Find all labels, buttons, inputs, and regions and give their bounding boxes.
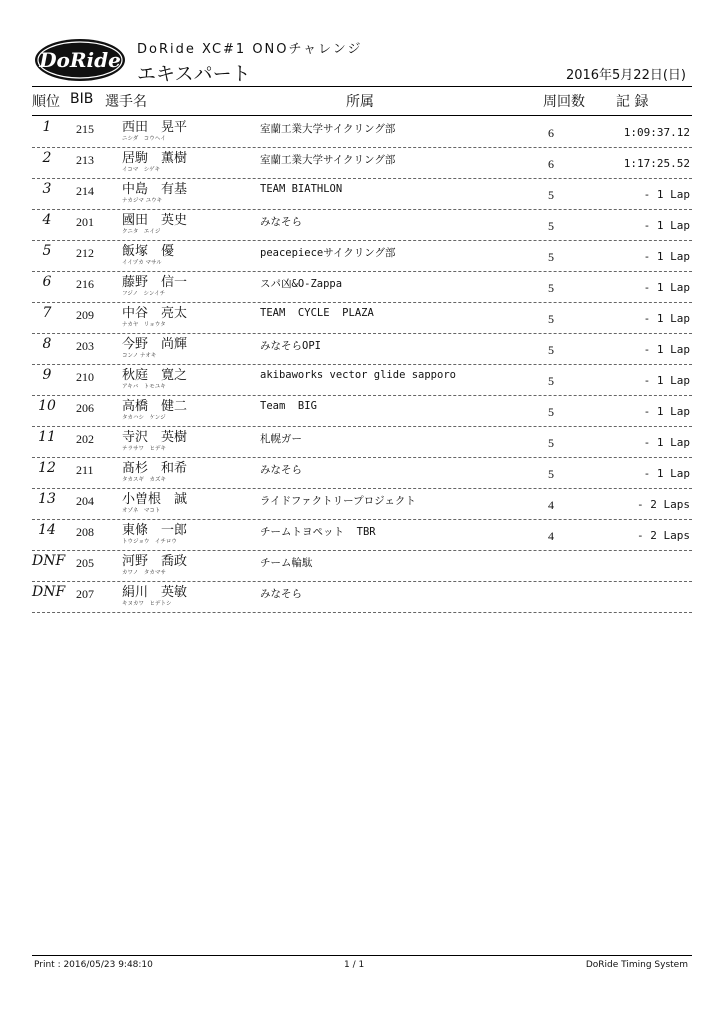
table-row bbox=[32, 178, 692, 210]
row-rank: DNF bbox=[32, 584, 66, 600]
row-name: 河野 喬政 bbox=[122, 554, 188, 569]
row-kana: コンノ ナオキ bbox=[122, 353, 157, 359]
row-laps: 5 bbox=[548, 250, 554, 264]
row-team: ライドファクトリープロジェクト bbox=[260, 495, 416, 507]
row-bib: 201 bbox=[76, 215, 94, 229]
row-bib: 213 bbox=[76, 153, 94, 167]
row-record: - 1 Lap bbox=[643, 281, 690, 294]
row-kana: クニタ エイジ bbox=[122, 229, 161, 235]
row-rank: DNF bbox=[32, 553, 66, 569]
row-rank: 6 bbox=[42, 274, 52, 290]
row-kana: イコマ シゲキ bbox=[122, 167, 161, 173]
table-row bbox=[32, 519, 692, 551]
row-record: - 1 Lap bbox=[643, 436, 690, 449]
row-team: みなそら bbox=[260, 216, 302, 228]
header-top-rule bbox=[32, 86, 692, 87]
row-laps: 5 bbox=[548, 374, 554, 388]
row-rank: 8 bbox=[42, 336, 52, 352]
row-laps: 5 bbox=[548, 281, 554, 295]
page-number: 1 / 1 bbox=[344, 960, 365, 970]
row-name: 國田 英史 bbox=[122, 213, 188, 228]
row-bib: 211 bbox=[76, 463, 94, 477]
row-rank: 10 bbox=[38, 398, 56, 414]
print-timestamp: Print : 2016/05/23 9:48:10 bbox=[34, 960, 153, 970]
row-laps: 5 bbox=[548, 405, 554, 419]
row-rank: 2 bbox=[42, 150, 52, 166]
table-row bbox=[32, 488, 692, 520]
row-bib: 209 bbox=[76, 308, 94, 322]
row-name: 髙杉 和希 bbox=[122, 461, 188, 476]
row-rank: 14 bbox=[38, 522, 56, 538]
row-rank: 4 bbox=[42, 212, 52, 228]
table-row bbox=[32, 550, 692, 582]
row-name: 藤野 信一 bbox=[122, 275, 188, 290]
table-row bbox=[32, 116, 692, 148]
row-laps: 5 bbox=[548, 312, 554, 326]
row-record: - 1 Lap bbox=[643, 374, 690, 387]
table-row bbox=[32, 426, 692, 458]
row-team: チームトヨペット TBR bbox=[260, 526, 376, 538]
row-record: - 2 Laps bbox=[637, 529, 690, 542]
event-title: DoRide XC#1 ONOチャレンジ bbox=[137, 42, 363, 57]
col-team-header: 所属 bbox=[346, 94, 374, 110]
row-rank: 11 bbox=[38, 429, 56, 445]
table-row bbox=[32, 240, 692, 272]
row-team: 札幌ガー bbox=[260, 433, 302, 445]
row-name: 絹川 英敏 bbox=[122, 585, 188, 600]
table-row bbox=[32, 147, 692, 179]
row-kana: ニシダ コウヘイ bbox=[122, 136, 166, 142]
row-kana: イイヅカ マサル bbox=[122, 260, 162, 266]
row-laps: 6 bbox=[548, 126, 554, 140]
row-rank: 7 bbox=[42, 305, 52, 321]
footer-rule bbox=[32, 955, 692, 956]
row-laps: 5 bbox=[548, 467, 554, 481]
row-record: - 1 Lap bbox=[643, 312, 690, 325]
row-rank: 12 bbox=[38, 460, 56, 476]
row-record: - 1 Lap bbox=[643, 405, 690, 418]
row-kana: オゾネ マコト bbox=[122, 508, 161, 514]
row-name: 西田 晃平 bbox=[122, 120, 188, 135]
row-record: - 2 Laps bbox=[637, 498, 690, 511]
row-laps: 4 bbox=[548, 529, 554, 543]
row-bib: 207 bbox=[76, 587, 94, 601]
row-bib: 212 bbox=[76, 246, 94, 260]
row-laps: 6 bbox=[548, 157, 554, 171]
row-bib: 210 bbox=[76, 370, 94, 384]
row-kana: トウジョウ イチロウ bbox=[122, 539, 177, 545]
table-row bbox=[32, 395, 692, 427]
row-laps: 4 bbox=[548, 498, 554, 512]
svg-text:DoRide: DoRide bbox=[39, 48, 121, 72]
row-kana: ナカジマ ユウキ bbox=[122, 198, 163, 204]
row-team: みなそら bbox=[260, 464, 302, 476]
row-laps: 5 bbox=[548, 188, 554, 202]
table-row bbox=[32, 457, 692, 489]
row-kana: ナカヤ リョウタ bbox=[122, 322, 166, 328]
row-bib: 202 bbox=[76, 432, 94, 446]
row-bib: 215 bbox=[76, 122, 94, 136]
row-kana: フジノ シンイチ bbox=[122, 291, 166, 297]
row-team: 室蘭工業大学サイクリング部 bbox=[260, 154, 396, 166]
row-team: TEAM BIATHLON bbox=[260, 183, 343, 195]
table-row bbox=[32, 364, 692, 396]
table-row bbox=[32, 271, 692, 303]
row-team: TEAM CYCLE PLAZA bbox=[260, 307, 374, 319]
row-bib: 214 bbox=[76, 184, 94, 198]
row-rank: 13 bbox=[38, 491, 56, 507]
row-bib: 203 bbox=[76, 339, 94, 353]
row-record: - 1 Lap bbox=[643, 250, 690, 263]
row-rank: 1 bbox=[42, 119, 52, 135]
row-team: スパ凶&O-Zappa bbox=[260, 278, 343, 290]
row-rank: 5 bbox=[42, 243, 52, 259]
col-bib-header: BIB bbox=[70, 91, 94, 107]
row-laps: 5 bbox=[548, 343, 554, 357]
row-name: 中島 有基 bbox=[122, 182, 188, 197]
row-name: 中谷 亮太 bbox=[122, 306, 188, 321]
row-record: - 1 Lap bbox=[643, 467, 690, 480]
row-bib: 206 bbox=[76, 401, 94, 415]
row-team: peacepieceサイクリング部 bbox=[260, 247, 396, 259]
row-team: みなそら bbox=[260, 588, 302, 600]
category-title: エキスパート bbox=[137, 63, 251, 85]
row-name: 寺沢 英樹 bbox=[122, 430, 188, 445]
row-team: akibaworks vector glide sapporo bbox=[260, 369, 456, 381]
row-name: 居駒 薫樹 bbox=[122, 151, 188, 166]
row-record: - 1 Lap bbox=[643, 188, 690, 201]
col-laps-header: 周回数 bbox=[543, 94, 585, 110]
row-name: 飯塚 優 bbox=[122, 244, 175, 259]
row-record: - 1 Lap bbox=[643, 343, 690, 356]
row-kana: アキバ トモユキ bbox=[122, 384, 166, 390]
row-name: 高橋 健二 bbox=[122, 399, 188, 414]
row-record: 1:17:25.52 bbox=[623, 157, 690, 170]
doride-logo bbox=[34, 38, 126, 82]
row-kana: キヌカワ ヒデトシ bbox=[122, 601, 172, 607]
row-name: 小曽根 誠 bbox=[122, 492, 188, 507]
table-row bbox=[32, 333, 692, 365]
race-date: 2016年5月22日(日) bbox=[565, 68, 686, 83]
row-record: - 1 Lap bbox=[643, 219, 690, 232]
row-bib: 208 bbox=[76, 525, 94, 539]
row-laps: 5 bbox=[548, 219, 554, 233]
col-record-header: 記 録 bbox=[616, 94, 649, 110]
table-row bbox=[32, 302, 692, 334]
col-name-header: 選手名 bbox=[105, 94, 147, 110]
row-kana: タカハシ ケンジ bbox=[122, 415, 166, 421]
table-row bbox=[32, 209, 692, 241]
system-name: DoRide Timing System bbox=[585, 960, 688, 970]
table-row bbox=[32, 581, 692, 613]
col-rank-header: 順位 bbox=[32, 94, 60, 110]
row-bib: 205 bbox=[76, 556, 94, 570]
row-team: みなそらOPI bbox=[260, 340, 321, 352]
row-name: 今野 尚輝 bbox=[122, 337, 188, 352]
row-kana: カワノ タカマサ bbox=[122, 570, 166, 576]
row-name: 東條 一郎 bbox=[122, 523, 188, 538]
row-kana: タカスギ カズキ bbox=[122, 477, 167, 483]
row-rank: 9 bbox=[42, 367, 52, 383]
row-team: Team BIG bbox=[260, 400, 317, 412]
row-team: 室蘭工業大学サイクリング部 bbox=[260, 123, 396, 135]
row-record: 1:09:37.12 bbox=[623, 126, 690, 139]
row-laps: 5 bbox=[548, 436, 554, 450]
row-bib: 204 bbox=[76, 494, 94, 508]
row-bib: 216 bbox=[76, 277, 94, 291]
row-kana: テラサワ ヒデキ bbox=[122, 446, 167, 452]
row-rank: 3 bbox=[42, 181, 52, 197]
row-team: チーム輪駄 bbox=[260, 557, 313, 569]
row-name: 秋庭 寛之 bbox=[122, 368, 188, 383]
